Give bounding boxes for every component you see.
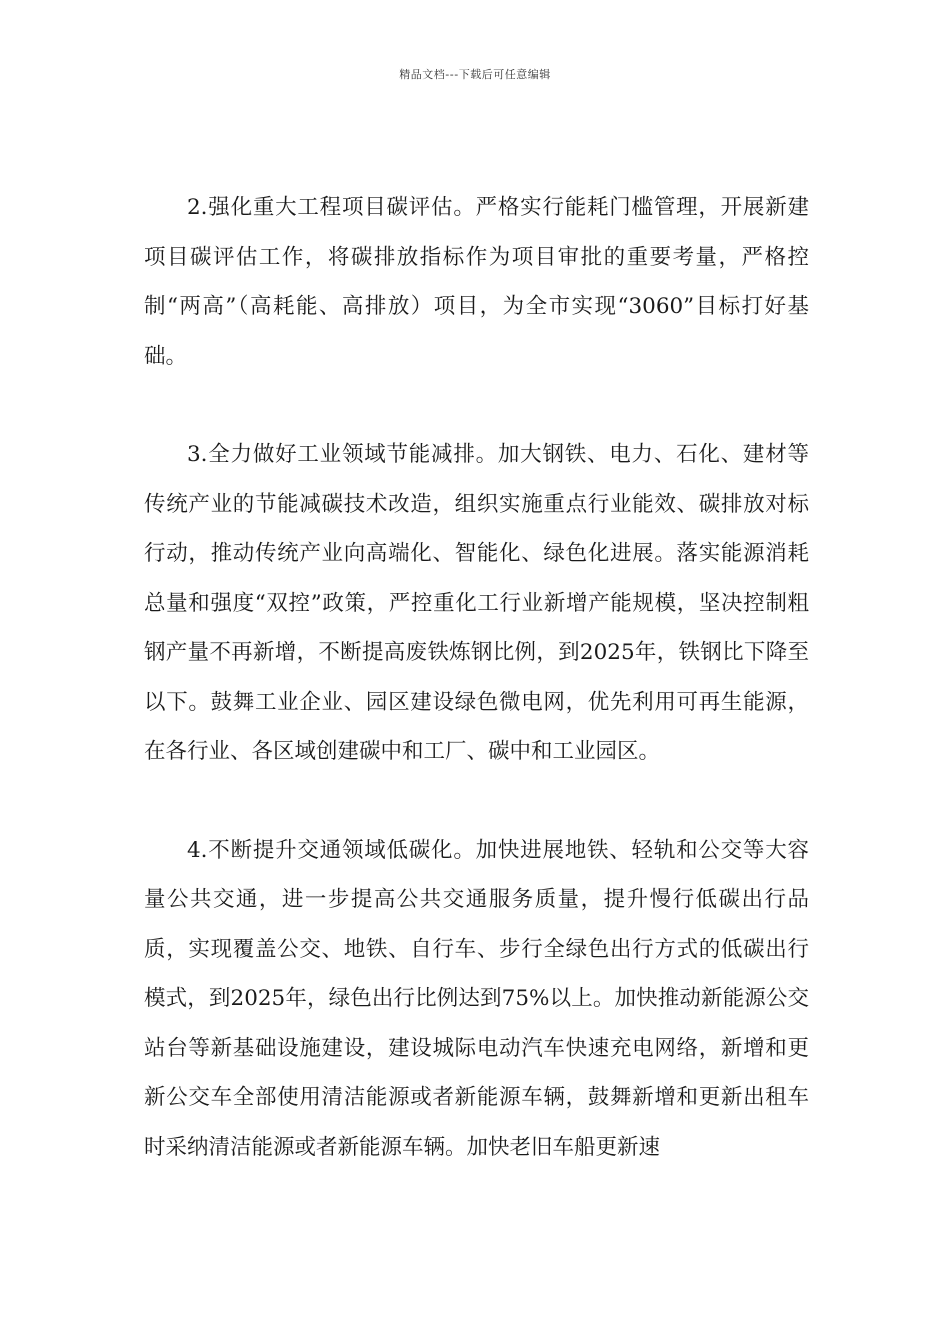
paragraph-item-3: 3.全力做好工业领域节能减排。加大钢铁、电力、石化、建材等传统产业的节能减碳技术改造，组织实施重点行业能效、碳排放对标行动，推动传统产业向高端化、智能化、绿色化进展。落实能源消耗总量和强度“双控”政策，严控重化工行业新增产能规模，坚决控制粗钢产量不再新增，不断提高废铁炼钢比例，到2025年，铁钢比下降至以下。鼓舞工业企业、园区建设绿色微电网，优先利用可再生能源，在各行业、各区域创建碳中和工厂、碳中和工业园区。	[144, 442, 809, 764]
document-body	[144, 183, 809, 1172]
paragraph-item-4: 4.不断提升交通领域低碳化。加快进展地铁、轻轨和公交等大容量公共交通，进一步提高公共交通服务质量，提升慢行低碳出行品质，实现覆盖公交、地铁、自行车、步行全绿色出行方式的低碳出行模式，到2025年，绿色出行比例达到75%以上。加快推动新能源公交站台等新基础设施建设，建设城际电动汽车快速充电网络，新增和更新公交车全部使用清洁能源或者新能源车辆，鼓舞新增和更新出租车时采纳清洁能源或者新能源车辆。加快老旧车船更新速	[144, 837, 809, 1160]
page-header: 精品文档---下载后可任意编辑	[399, 68, 551, 81]
paragraph-item-2: 2.强化重大工程项目碳评估。严格实行能耗门槛管理，开展新建项目碳评估工作，将碳排放指标作为项目审批的重要考量，严格控制“两高”（高耗能、高排放）项目，为全市实现“3060”目标打好基础。	[144, 195, 809, 369]
